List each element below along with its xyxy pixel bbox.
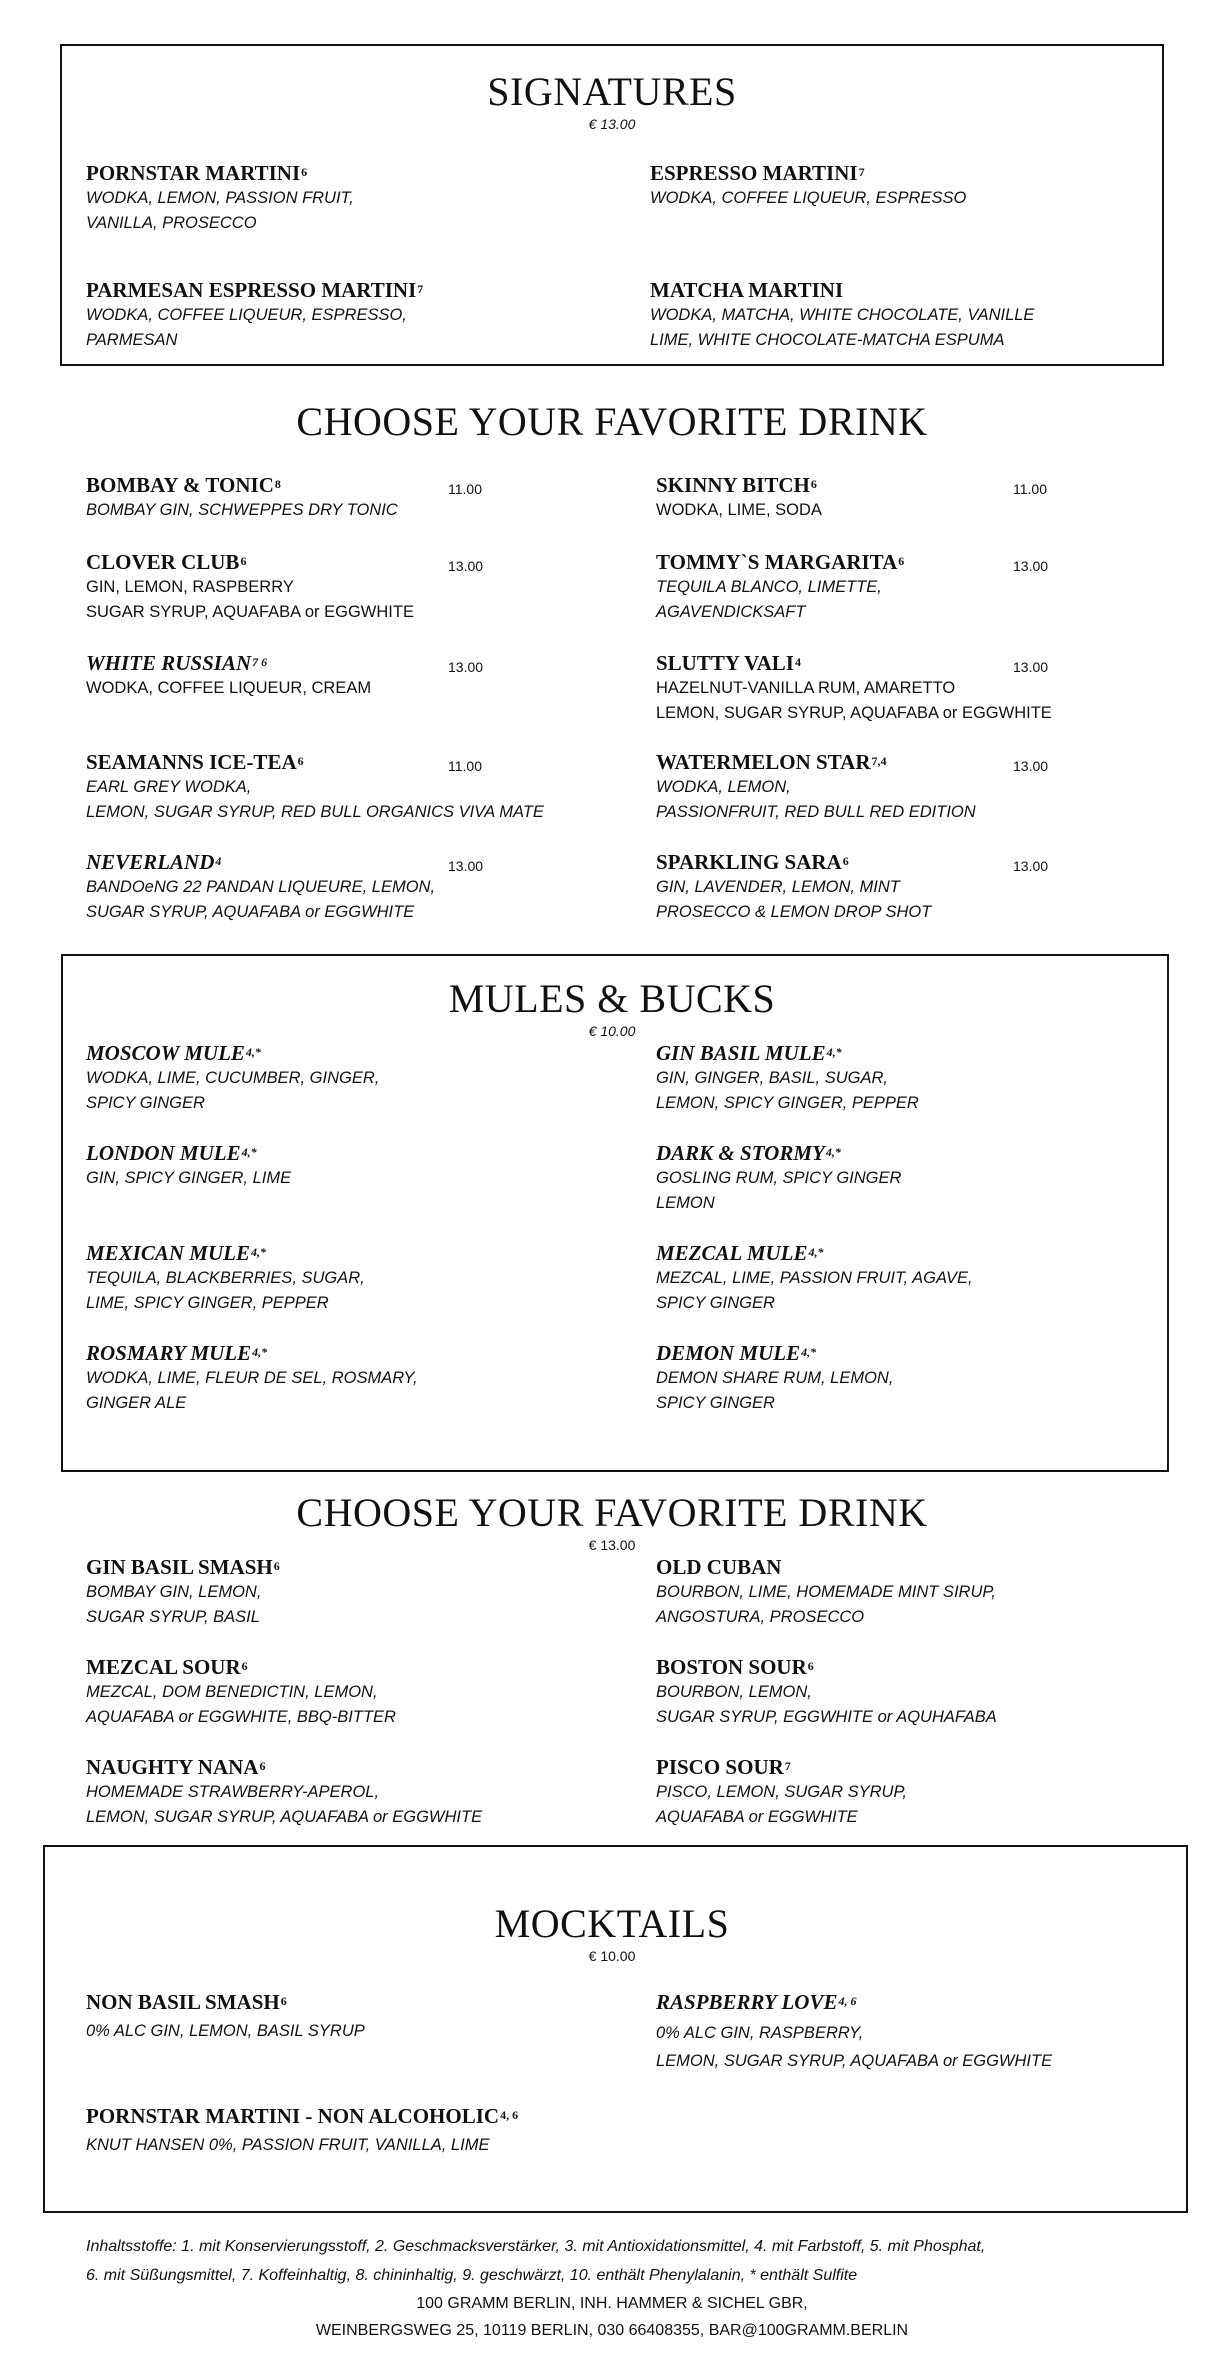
allergen-note: 4, 6 (500, 2108, 519, 2122)
menu-item (656, 1654, 1116, 1730)
menu-item (86, 1554, 546, 1630)
item-description: WODKA, LIME, CUCUMBER, GINGER, (86, 1069, 380, 1087)
item-price: 11.00 (448, 481, 482, 497)
item-description: SUGAR SYRUP, EGGWHITE or AQUHAFABA (656, 1708, 997, 1726)
item-name: RASPBERRY LOVE (656, 1990, 838, 2014)
allergen-note: 7 6 (252, 655, 268, 669)
allergen-note: 6 (259, 1759, 266, 1773)
item-description: GIN, LEMON, RASPBERRY (86, 578, 294, 596)
favorites2-title: CHOOSE YOUR FAVORITE DRINK (296, 1490, 928, 1535)
item-price: 13.00 (1013, 858, 1049, 874)
menu-item (656, 1040, 1116, 1116)
favorites1-title: CHOOSE YOUR FAVORITE DRINK (296, 399, 928, 444)
item-description: TEQUILA BLANCO, LIMETTE, (656, 578, 882, 596)
menu-item (86, 2103, 546, 2158)
item-description: ANGOSTURA, PROSECCO (656, 1608, 865, 1626)
address-line: 100 GRAMM BERLIN, INH. HAMMER & SICHEL GBR, (416, 2295, 808, 2312)
menu-item (86, 160, 546, 236)
item-description: LEMON, SUGAR SYRUP, AQUAFABA or EGGWHITE (86, 1808, 483, 1826)
allergen-note: 6 (898, 554, 905, 568)
item-name: OLD CUBAN (656, 1555, 782, 1579)
item-name: DEMON MULE (656, 1341, 801, 1365)
menu-item (86, 1040, 546, 1116)
item-price: 13.00 (1013, 659, 1049, 675)
item-name: MEZCAL SOUR (86, 1655, 241, 1679)
item-price: 11.00 (1013, 481, 1047, 497)
item-name: NEVERLAND (86, 850, 215, 874)
menu-item (86, 1989, 546, 2044)
item-name: PORNSTAR MARTINI - NON ALCOHOLIC (86, 2104, 500, 2128)
item-name: PISCO SOUR (656, 1755, 784, 1779)
menu-item (86, 1654, 546, 1730)
item-name: CLOVER CLUB (86, 550, 240, 574)
menu-item (656, 472, 1116, 523)
allergen-note: 4,* (241, 1145, 257, 1159)
allergen-note: 4 (794, 655, 801, 669)
mules-price: € 10.00 (588, 1023, 636, 1039)
item-name: ESPRESSO MARTINI (650, 161, 858, 185)
allergen-note: 4,* (808, 1245, 824, 1259)
footer (0, 2232, 1224, 2344)
item-name: SEAMANNS ICE-TEA (86, 750, 297, 774)
allergen-note: 6 (241, 1659, 248, 1673)
item-description: TEQUILA, BLACKBERRIES, SUGAR, (86, 1269, 365, 1287)
allergen-note: 4,* (825, 1145, 841, 1159)
item-description: SPICY GINGER (656, 1394, 775, 1412)
item-description: BOMBAY GIN, SCHWEPPES DRY TONIC (86, 501, 398, 519)
menu-item (656, 1989, 1116, 2075)
item-description: EARL GREY WODKA, (86, 778, 252, 796)
item-description: 0% ALC GIN, RASPBERRY, (656, 2024, 864, 2042)
item-name: PARMESAN ESPRESSO MARTINI (86, 278, 417, 302)
item-description: VANILLA, PROSECCO (86, 214, 257, 232)
item-description: BOMBAY GIN, LEMON, (86, 1583, 262, 1601)
menu-item (86, 1140, 546, 1191)
ingredients-note: Inhaltsstoffe: 1. mit Konservierungsstoff, 2. Geschmacksverstärker, 3. mit Antioxidationsmittel, 4. mit Farbstoff, 5. mit Phosphat, (86, 2238, 986, 2255)
allergen-note: 7 (784, 1759, 791, 1773)
item-description: DEMON SHARE RUM, LEMON, (656, 1369, 894, 1387)
item-description: SUGAR SYRUP, AQUAFABA or EGGWHITE (86, 603, 414, 621)
item-name: ROSMARY MULE (86, 1341, 252, 1365)
item-description: GIN, GINGER, BASIL, SUGAR, (656, 1069, 888, 1087)
item-description: GIN, SPICY GINGER, LIME (86, 1169, 292, 1187)
item-description: BOURBON, LIME, HOMEMADE MINT SIRUP, (656, 1583, 996, 1601)
item-description: AGAVENDICKSAFT (656, 603, 806, 621)
menu-item (650, 160, 1110, 211)
allergen-note: 6 (842, 854, 849, 868)
item-price: 13.00 (448, 558, 484, 574)
item-price: 13.00 (1013, 758, 1049, 774)
allergen-note: 6 (280, 1994, 287, 2008)
item-description: GIN, LAVENDER, LEMON, MINT (656, 878, 900, 896)
item-name: SPARKLING SARA (656, 850, 842, 874)
item-description: WODKA, LIME, FLEUR DE SEL, ROSMARY, (86, 1369, 418, 1387)
item-name: MEXICAN MULE (86, 1241, 250, 1265)
item-description: WODKA, LEMON, PASSION FRUIT, (86, 189, 354, 207)
item-name: BOSTON SOUR (656, 1655, 807, 1679)
item-description: LIME, SPICY GINGER, PEPPER (86, 1294, 329, 1312)
item-description: LEMON (656, 1194, 715, 1212)
allergen-note: 7 (858, 165, 865, 179)
item-description: KNUT HANSEN 0%, PASSION FRUIT, VANILLA, LIME (86, 2136, 490, 2154)
allergen-note: 6 (807, 1659, 814, 1673)
item-name: SLUTTY VALI (656, 651, 794, 675)
mocktails-price: € 10.00 (588, 1948, 636, 1964)
item-name: WATERMELON STAR (656, 750, 871, 774)
item-name: SKINNY BITCH (656, 473, 810, 497)
item-description: SUGAR SYRUP, BASIL (86, 1608, 260, 1626)
item-name: WHITE RUSSIAN (86, 651, 252, 675)
item-description: WODKA, COFFEE LIQUEUR, ESPRESSO, (86, 306, 407, 324)
allergen-note: 4,* (826, 1045, 842, 1059)
menu-item (86, 1340, 546, 1416)
menu-item (656, 1340, 1116, 1416)
item-name: MOSCOW MULE (86, 1041, 245, 1065)
item-price: 13.00 (448, 659, 484, 675)
allergen-note: 4,* (245, 1045, 261, 1059)
allergen-note: 4,* (252, 1345, 268, 1359)
item-description: LEMON, SPICY GINGER, PEPPER (656, 1094, 919, 1112)
item-description: GOSLING RUM, SPICY GINGER (656, 1169, 902, 1187)
item-description: PARMESAN (86, 331, 178, 349)
allergen-note: 6 (297, 754, 304, 768)
menu-item (86, 650, 546, 701)
ingredients-note: 6. mit Süßungsmittel, 7. Koffeinhaltig, 8. chininhaltig, 9. geschwärzt, 10. enthält Phenylalanin, * enthält Sulfite (86, 2267, 858, 2284)
item-description: AQUAFABA or EGGWHITE, BBQ-BITTER (86, 1708, 396, 1726)
mocktails-title: MOCKTAILS (494, 1901, 730, 1946)
item-description: LEMON, SUGAR SYRUP, AQUAFABA or EGGWHITE (656, 2052, 1053, 2070)
item-name: BOMBAY & TONIC (86, 473, 274, 497)
allergen-note: 4,* (250, 1245, 266, 1259)
allergen-note: 4,* (801, 1345, 817, 1359)
allergen-note: 6 (240, 554, 247, 568)
item-description: MEZCAL, LIME, PASSION FRUIT, AGAVE, (656, 1269, 973, 1287)
item-description: LEMON, SUGAR SYRUP, RED BULL ORGANICS VIVA MATE (86, 803, 544, 821)
item-description: PISCO, LEMON, SUGAR SYRUP, (656, 1783, 907, 1801)
item-description: BANDOeNG 22 PANDAN LIQUEURE, LEMON, (86, 878, 436, 896)
menu-item (656, 1554, 1116, 1630)
allergen-note: 6 (301, 165, 308, 179)
item-description: WODKA, COFFEE LIQUEUR, CREAM (86, 679, 372, 697)
allergen-note: 6 (810, 477, 817, 491)
item-description: GINGER ALE (86, 1394, 187, 1412)
item-description: PASSIONFRUIT, RED BULL RED EDITION (656, 803, 976, 821)
mules-title: MULES & BUCKS (448, 976, 776, 1021)
signatures-title: SIGNATURES (487, 69, 737, 114)
item-description: PROSECCO & LEMON DROP SHOT (656, 903, 932, 921)
allergen-note: 7,4 (871, 754, 887, 768)
item-description: BOURBON, LEMON, (656, 1683, 812, 1701)
item-description: WODKA, MATCHA, WHITE CHOCOLATE, VANILLE (650, 306, 1035, 324)
allergen-note: 4 (215, 854, 222, 868)
menu-item (86, 1754, 546, 1830)
item-description: 0% ALC GIN, LEMON, BASIL SYRUP (86, 2022, 365, 2040)
item-name: GIN BASIL MULE (656, 1041, 826, 1065)
item-description: MEZCAL, DOM BENEDICTIN, LEMON, (86, 1683, 378, 1701)
item-description: SUGAR SYRUP, AQUAFABA or EGGWHITE (86, 903, 415, 921)
menu-item (650, 277, 1110, 353)
favorites2-price: € 13.00 (588, 1537, 636, 1553)
item-name: LONDON MULE (86, 1141, 241, 1165)
item-description: WODKA, COFFEE LIQUEUR, ESPRESSO (650, 189, 967, 207)
item-name: MATCHA MARTINI (650, 278, 844, 302)
menu-item (656, 1240, 1116, 1316)
allergen-note: 6 (273, 1559, 280, 1573)
item-description: HAZELNUT-VANILLA RUM, AMARETTO (656, 679, 956, 697)
item-name: NAUGHTY NANA (86, 1755, 259, 1779)
allergen-note: 8 (274, 477, 281, 491)
menu-item (86, 1240, 546, 1316)
item-name: MEZCAL MULE (656, 1241, 808, 1265)
item-description: SPICY GINGER (86, 1094, 205, 1112)
item-description: AQUAFABA or EGGWHITE (656, 1808, 858, 1826)
item-description: SPICY GINGER (656, 1294, 775, 1312)
allergen-note: 7 (417, 282, 424, 296)
item-price: 13.00 (1013, 558, 1049, 574)
item-description: LEMON, SUGAR SYRUP, AQUAFABA or EGGWHITE (656, 704, 1052, 722)
item-name: DARK & STORMY (656, 1141, 825, 1165)
item-price: 11.00 (448, 758, 482, 774)
allergen-note: 4, 6 (838, 1994, 857, 2008)
item-description: HOMEMADE STRAWBERRY-APEROL, (86, 1783, 380, 1801)
item-name: PORNSTAR MARTINI (86, 161, 301, 185)
item-description: WODKA, LEMON, (656, 778, 791, 796)
menu-item (86, 277, 546, 353)
item-name: NON BASIL SMASH (86, 1990, 280, 2014)
menu-item (656, 1754, 1116, 1830)
signatures-price: € 13.00 (588, 116, 636, 132)
item-description: WODKA, LIME, SODA (656, 501, 822, 519)
item-name: GIN BASIL SMASH (86, 1555, 273, 1579)
item-price: 13.00 (448, 858, 484, 874)
item-description: LIME, WHITE CHOCOLATE-MATCHA ESPUMA (650, 331, 1005, 349)
menu-item (656, 1140, 1116, 1216)
menu-item (86, 472, 546, 523)
item-name: TOMMY`S MARGARITA (656, 550, 898, 574)
address-line: WEINBERGSWEG 25, 10119 BERLIN, 030 66408355, BAR@100GRAMM.BERLIN (315, 2322, 909, 2339)
